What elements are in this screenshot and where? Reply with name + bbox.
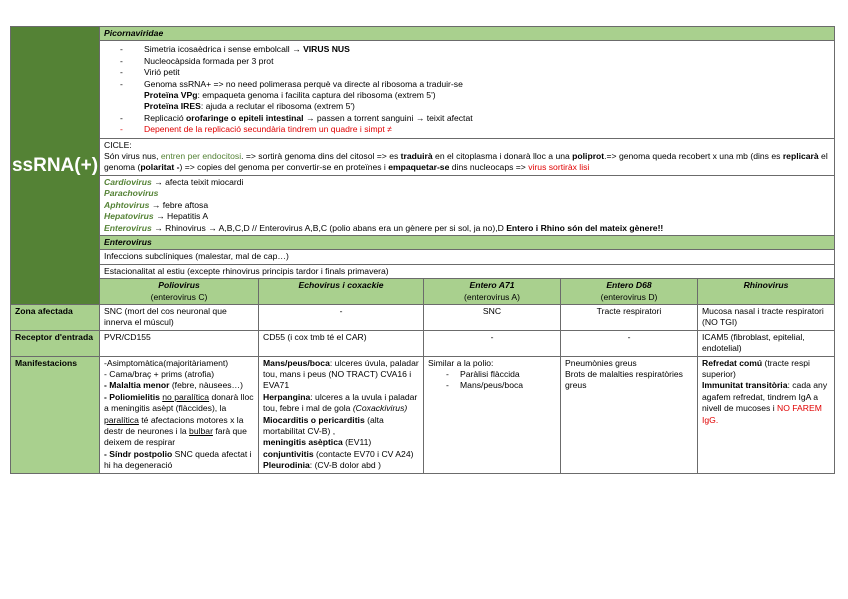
list-item: - Mans/peus/boca [428, 380, 556, 391]
list-item: - Nucleocàpsida formada per 3 prot [104, 56, 830, 67]
row-label-zona: Zona afectada [11, 304, 100, 330]
column-header-entero-d68: Entero D68 (enterovirus D) [561, 279, 698, 305]
cycle-cell [100, 138, 835, 175]
cell-zona-d68: Tracte respiratori [561, 304, 698, 330]
list-item: - Simetria icosaèdrica i sense embolcall → VIRUS NUS [104, 44, 830, 55]
cell-manif-polio: -Asimptomàtica(majoritàriament) - Cama/braç + prims (atrofia) - Malaltia menor (febre, nàusees…) - Poliomielitis no paralítica donarà lloc a meningitis asèpt (flàccides), la paralítica té afectacions motores x la destr de neurones i la bulbar farà que deixem de respirar - Síndr postpolio SNC queda afectat i hi ha degeneració [100, 356, 259, 473]
list-item: - Virió petit [104, 67, 830, 78]
enterovirus-header: Enterovirus [100, 235, 835, 249]
cell-receptor-rhino: ICAM5 (fibroblast, epitelial, endotelial) [698, 330, 835, 356]
list-item: - Depenent de la replicació secundària tindrem un quadre i simpt ≠ [104, 124, 830, 135]
column-header-rhinovirus: Rhinovirus [698, 279, 835, 305]
cell-receptor-d68: - [561, 330, 698, 356]
cycle-text: Són virus nus, entren per endocitosi. => sortirà genoma dins del citosol => es traduirà en el citoplasma i donarà lloc a una poliprot.=> genoma queda recobert x una mb (dins es replicarà el genoma (polaritat -) => copies del genoma per convertir-se en proteïnes i empaquetar-se dins nucleocaps => virus sortiràx lisi [104, 151, 828, 173]
cell-zona-echo: - [259, 304, 424, 330]
characteristics-cell [100, 41, 835, 138]
genus-hepatovirus: Hepatovirus → Hepatitis A [104, 211, 209, 222]
table-row [11, 330, 835, 356]
row-label-receptor: Receptor d'entrada [11, 330, 100, 356]
genus-cardiovirus: Cardiovirus → afecta teixit miocardi [104, 176, 244, 187]
genus-enterovirus: Enterovirus → Rhinovirus → A,B,C,D // Enterovirus A,B,C (polio abans era un gènere per si sol, ja no),D Entero i Rhino són del mateix gènere!! [104, 222, 664, 233]
cell-manif-rhino: Refredat comú (tracte respi superior) Immunitat transitòria: cada any agafem refredat, tindrem IgA a nivell de mucoses i NO FAREM IgG. [698, 356, 835, 473]
cell-receptor-polio: PVR/CD155 [100, 330, 259, 356]
table-row [11, 356, 835, 473]
cell-receptor-a71: - [424, 330, 561, 356]
list-item: - Genoma ssRNA+ => no need polimerasa perquè va directe al ribosoma a traduir-se [104, 79, 830, 90]
list-item: - Paràlisi flàccida [428, 369, 556, 380]
enterovirus-notes [100, 250, 835, 264]
list-item: - Replicació orofaringe o epiteli intestinal → passen a torrent sanguini → teixit afectat [104, 113, 830, 124]
characteristics-list [104, 44, 830, 135]
cell-zona-a71: SNC [424, 304, 561, 330]
ssrna-title: ssRNA(+) [11, 27, 100, 305]
cell-receptor-echo: CD55 (i cox tmb té el CAR) [259, 330, 424, 356]
genus-parechovirus: Parachovirus [104, 188, 159, 199]
column-header-entero-a71: Entero A71 (enterovirus A) [424, 279, 561, 305]
cell-manif-d68: Pneumònies greus Brots de malalties respiratòries greus [561, 356, 698, 473]
column-header-echovirus: Echovirus i coxackie [259, 279, 424, 305]
cell-manif-a71: Similar a la polio: - Paràlisi flàccida - Mans/peus/boca [424, 356, 561, 473]
summary-table [10, 26, 835, 474]
column-header-poliovirus: Poliovirus (enterovirus C) [100, 279, 259, 305]
list-item: Proteïna VPg: empaqueta genoma i facilita captura del ribosoma (extrem 5') [144, 90, 436, 101]
cell-manif-echo: Mans/peus/boca: ulceres úvula, paladar tou, mans i peus (NO TRACT) CVA16 i EVA71 Herpangina: ulceres a la uvula i paladar tou, febre i mal de gola (Coxackivirus) Miocarditis o pericarditis (alta mortabilitat CV-B) , meningitis asèptica (EV11) conjuntivitis (contacte EV70 i CV A24) Pleurodinia: (CV-B dolor abd ) [259, 356, 424, 473]
table-row [11, 304, 835, 330]
cell-zona-rhino: Mucosa nasal i tracte respiratori (NO TGI) [698, 304, 835, 330]
enterovirus-notes [100, 264, 835, 278]
enterovirus-note: Estacionalitat al estiu (excepte rhinovirus principis tardor i finals primavera) [104, 265, 389, 276]
cycle-label: CICLE: [104, 139, 132, 150]
family-header: Picornaviridae [100, 27, 835, 41]
genus-aphtovirus: Aphtovirus → febre aftosa [104, 199, 209, 210]
enterovirus-note: Infeccions subclíniques (malestar, mal de cap…) [104, 251, 289, 262]
row-label-manifestacions: Manifestacions [11, 356, 100, 473]
list-item: Proteïna IRES: ajuda a reclutar el ribosoma (extrem 5') [144, 101, 355, 112]
genera-cell [100, 175, 835, 235]
cell-zona-polio: SNC (mort del cos neuronal que innerva el múscul) [100, 304, 259, 330]
